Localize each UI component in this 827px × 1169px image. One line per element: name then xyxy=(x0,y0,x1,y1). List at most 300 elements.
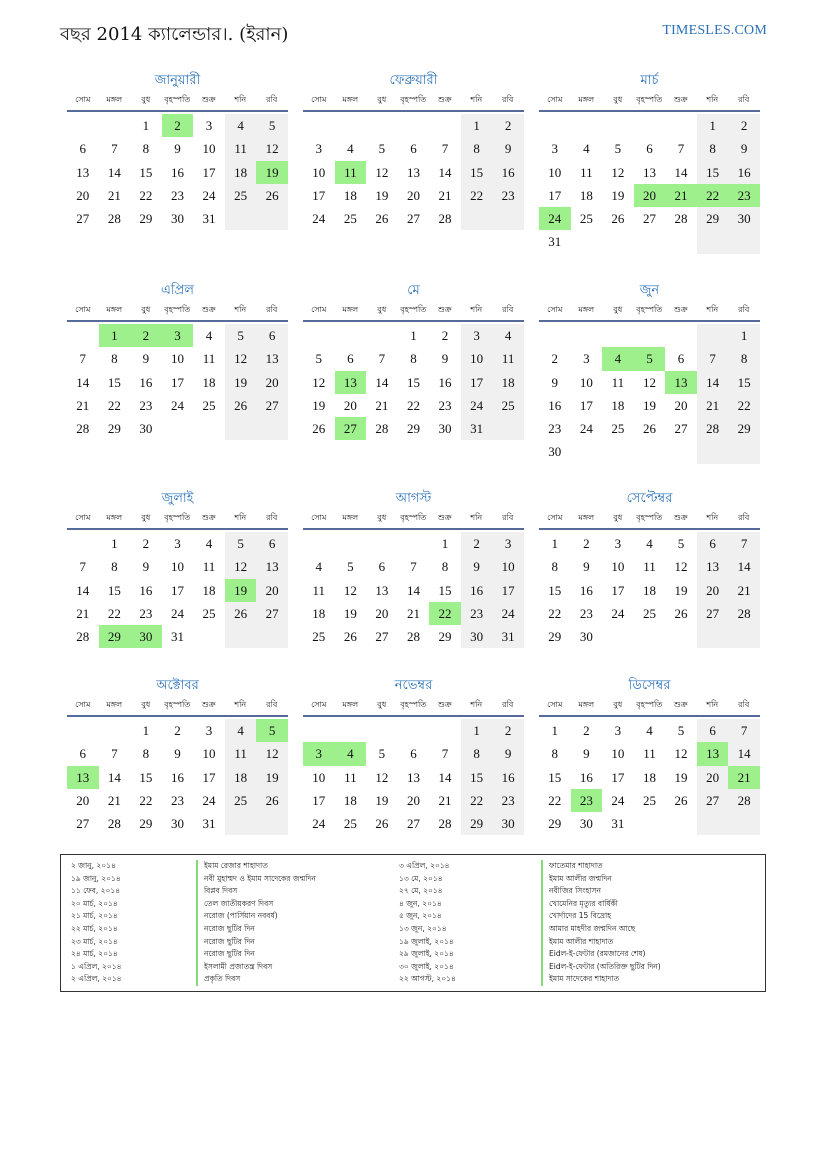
holiday-day-cell: 13 xyxy=(697,742,729,765)
day-cell: 7 xyxy=(79,559,87,575)
month-block xyxy=(303,70,524,230)
weekday-label: সোম xyxy=(547,513,563,522)
weekday-label: রবি xyxy=(738,700,750,709)
empty-cell xyxy=(665,625,697,648)
day-cell: 11 xyxy=(643,746,656,762)
weekday-label: বুধ xyxy=(377,95,387,104)
day-cell: 10 xyxy=(611,559,625,575)
day-cell: 21 xyxy=(76,397,90,413)
day-cell: 22 xyxy=(548,605,562,621)
holiday-names-column-1 xyxy=(196,860,316,986)
day-grid xyxy=(67,532,288,648)
day-cell: 21 xyxy=(728,579,760,602)
day-cell: 24 xyxy=(202,187,216,203)
holiday-name: আমার মাহদীর জন্মদিন আছে xyxy=(541,923,661,936)
day-cell: 20 xyxy=(375,605,389,621)
day-cell: 6 xyxy=(347,351,354,367)
day-cell: 12 xyxy=(611,164,625,180)
weekday-label: শনি xyxy=(234,95,247,104)
month-name: জুলাই xyxy=(161,491,194,506)
day-cell: 16 xyxy=(548,397,562,413)
day-cell: 14 xyxy=(728,555,760,578)
day-cell: 6 xyxy=(256,324,288,347)
empty-cell xyxy=(162,417,194,440)
day-cell: 23 xyxy=(492,184,524,207)
holiday-names-column-2 xyxy=(541,860,661,986)
day-cell: 11 xyxy=(643,559,656,575)
holiday-date: ১৩ জুন, ২০১৪ xyxy=(399,923,447,933)
empty-cell xyxy=(335,532,367,555)
day-cell: 24 xyxy=(492,602,524,625)
day-cell: 25 xyxy=(202,397,216,413)
empty-cell xyxy=(303,114,335,137)
day-cell: 8 xyxy=(111,559,118,575)
day-cell: 26 xyxy=(611,211,625,227)
day-cell: 15 xyxy=(438,582,452,598)
empty-cell xyxy=(492,207,524,230)
day-cell: 2 xyxy=(441,328,449,343)
weekday-label: মঙ্গল xyxy=(578,305,595,314)
day-cell: 2 xyxy=(492,719,524,742)
day-cell: 13 xyxy=(406,164,420,180)
month-block xyxy=(67,675,288,835)
day-cell: 26 xyxy=(256,184,288,207)
weekday-label: মঙ্গল xyxy=(578,513,595,522)
day-cell: 17 xyxy=(202,164,216,180)
day-cell: 12 xyxy=(256,742,288,765)
day-cell: 11 xyxy=(611,374,625,390)
day-cell: 17 xyxy=(170,374,184,390)
holiday-day-cell: 3 xyxy=(303,742,335,765)
empty-cell xyxy=(303,719,335,742)
day-cell: 21 xyxy=(406,605,420,621)
holiday-name: নবী মুহাম্মদ ও ইমাম সাদেকের জন্মদিন xyxy=(196,873,316,886)
day-cell: 18 xyxy=(492,371,524,394)
empty-cell xyxy=(398,114,430,137)
holiday-name: নরোজ ছুটির দিন xyxy=(196,936,316,949)
day-cell: 31 xyxy=(611,816,625,832)
day-cell: 26 xyxy=(642,421,656,437)
holiday-name: নরোজ (পার্সিয়ান নববর্ষ) xyxy=(196,910,316,923)
holiday-day-cell: 22 xyxy=(429,602,461,625)
day-cell: 1 xyxy=(461,719,493,742)
header-rule xyxy=(67,320,288,322)
day-cell: 4 xyxy=(492,324,524,347)
day-cell: 27 xyxy=(256,394,288,417)
header-rule xyxy=(67,110,288,112)
holiday-day-cell: 4 xyxy=(335,742,367,765)
day-cell: 10 xyxy=(312,769,326,785)
weekday-label: শুক্র xyxy=(201,305,216,314)
day-cell: 8 xyxy=(697,137,729,160)
day-cell: 16 xyxy=(492,766,524,789)
weekday-label: শুক্র xyxy=(437,513,452,522)
day-cell: 17 xyxy=(312,187,326,203)
day-cell: 26 xyxy=(375,816,389,832)
empty-cell xyxy=(728,812,760,835)
holiday-day-cell: 21 xyxy=(728,766,760,789)
day-cell: 30 xyxy=(492,812,524,835)
day-cell: 14 xyxy=(375,374,389,390)
weekday-label: বৃহস্পতি xyxy=(400,95,427,104)
empty-cell xyxy=(539,324,571,347)
weekday-label: রবি xyxy=(266,513,278,522)
holiday-date: ১৯ জুলাই, ২০১৪ xyxy=(399,936,454,946)
weekday-label: শুক্র xyxy=(437,700,452,709)
day-cell: 3 xyxy=(315,141,323,157)
day-cell: 3 xyxy=(614,536,622,551)
day-cell: 6 xyxy=(79,746,87,762)
empty-cell xyxy=(665,230,697,253)
holiday-name: ইমাম আলীর জন্মদিন xyxy=(541,873,661,886)
day-cell: 5 xyxy=(677,723,685,738)
day-cell: 6 xyxy=(646,141,653,157)
day-cell: 18 xyxy=(642,769,656,785)
holiday-day-cell: 23 xyxy=(728,184,760,207)
day-cell: 9 xyxy=(174,141,181,157)
day-cell: 2 xyxy=(174,723,181,738)
day-cell: 10 xyxy=(312,164,326,180)
day-cell: 9 xyxy=(492,137,524,160)
day-cell: 23 xyxy=(170,187,184,203)
day-cell: 27 xyxy=(256,602,288,625)
day-cell: 29 xyxy=(107,421,121,437)
day-cell: 19 xyxy=(375,792,389,808)
day-cell: 17 xyxy=(170,582,184,598)
day-cell: 29 xyxy=(548,629,562,645)
weekday-label: মঙ্গল xyxy=(106,95,123,104)
day-cell: 19 xyxy=(256,766,288,789)
empty-cell xyxy=(665,324,697,347)
holiday-date: ২০ মার্চ, ২০১৪ xyxy=(71,898,118,908)
day-cell: 5 xyxy=(677,536,685,551)
header-rule xyxy=(303,320,524,322)
day-cell: 5 xyxy=(614,141,622,157)
holiday-day-cell: 21 xyxy=(665,184,697,207)
day-cell: 10 xyxy=(611,746,625,762)
weekday-label: বুধ xyxy=(141,700,151,709)
weekday-label: শনি xyxy=(706,513,719,522)
day-cell: 5 xyxy=(225,324,257,347)
empty-cell xyxy=(539,114,571,137)
day-cell: 1 xyxy=(111,536,118,551)
day-cell: 26 xyxy=(225,394,257,417)
empty-cell xyxy=(303,324,335,347)
day-cell: 15 xyxy=(461,161,493,184)
day-cell: 28 xyxy=(107,816,121,832)
weekday-label: মঙ্গল xyxy=(106,513,123,522)
weekday-label: রবি xyxy=(738,513,750,522)
day-cell: 22 xyxy=(461,184,493,207)
day-cell: 8 xyxy=(728,347,760,370)
weekday-label: মঙ্গল xyxy=(342,305,359,314)
month-name: সেপ্টেম্বর xyxy=(626,491,673,506)
day-cell: 2 xyxy=(492,114,524,137)
day-cell: 2 xyxy=(142,536,150,551)
holiday-date: ১ এপ্রিল, ২০১৪ xyxy=(71,961,122,971)
day-cell: 14 xyxy=(438,164,452,180)
day-cell: 18 xyxy=(202,582,216,598)
weekday-label: শনি xyxy=(470,513,483,522)
day-cell: 17 xyxy=(202,769,216,785)
empty-cell xyxy=(193,625,225,648)
day-cell: 11 xyxy=(344,769,357,785)
empty-cell xyxy=(67,324,99,347)
day-cell: 9 xyxy=(142,351,150,367)
empty-cell xyxy=(366,719,398,742)
day-cell: 1 xyxy=(551,723,559,738)
day-cell: 29 xyxy=(697,207,729,230)
weekday-label: বৃহস্পতি xyxy=(164,95,191,104)
day-cell: 18 xyxy=(312,605,326,621)
day-cell: 23 xyxy=(461,602,493,625)
day-cell: 5 xyxy=(347,559,354,575)
day-cell: 4 xyxy=(315,559,323,575)
empty-cell xyxy=(697,625,729,648)
day-cell: 10 xyxy=(170,559,184,575)
day-cell: 18 xyxy=(202,374,216,390)
month-block xyxy=(303,675,524,835)
empty-cell xyxy=(225,417,257,440)
holiday-name: প্রকৃতি দিবস xyxy=(196,973,316,986)
day-cell: 15 xyxy=(107,374,121,390)
holiday-day-cell: 29 xyxy=(99,625,131,648)
empty-cell xyxy=(398,719,430,742)
holiday-date: ২ জানু, ২০১৪ xyxy=(71,861,116,870)
weekday-label: রবি xyxy=(738,95,750,104)
weekday-header xyxy=(67,302,288,318)
day-cell: 18 xyxy=(343,792,357,808)
holiday-day-cell: 13 xyxy=(67,766,99,789)
day-cell: 18 xyxy=(225,161,257,184)
day-cell: 6 xyxy=(256,532,288,555)
day-cell: 12 xyxy=(225,555,257,578)
day-cell: 14 xyxy=(76,582,90,598)
day-cell: 22 xyxy=(139,187,153,203)
day-cell: 23 xyxy=(139,397,153,413)
day-cell: 30 xyxy=(438,421,452,437)
weekday-label: সোম xyxy=(547,305,563,314)
day-cell: 9 xyxy=(492,742,524,765)
weekday-label: বুধ xyxy=(613,700,623,709)
day-cell: 9 xyxy=(174,746,181,762)
empty-cell xyxy=(366,532,398,555)
day-cell: 30 xyxy=(728,207,760,230)
month-name: এপ্রিল xyxy=(161,283,194,298)
day-cell: 6 xyxy=(79,141,87,157)
day-cell: 21 xyxy=(76,605,90,621)
day-cell: 1 xyxy=(461,114,493,137)
holiday-name: Eidল-ই-ফেটার (রমজানের শেষ) xyxy=(541,948,661,961)
day-cell: 3 xyxy=(614,723,622,738)
weekday-label: সোম xyxy=(311,700,327,709)
day-cell: 6 xyxy=(378,559,386,575)
day-cell: 5 xyxy=(378,141,386,157)
empty-cell xyxy=(665,812,697,835)
day-cell: 29 xyxy=(548,816,562,832)
weekday-label: মঙ্গল xyxy=(578,700,595,709)
day-cell: 18 xyxy=(225,766,257,789)
weekday-label: রবি xyxy=(502,513,514,522)
day-cell: 1 xyxy=(441,536,449,551)
weekday-label: রবি xyxy=(502,95,514,104)
day-cell: 15 xyxy=(728,371,760,394)
day-cell: 16 xyxy=(438,374,452,390)
day-cell: 27 xyxy=(76,816,90,832)
empty-cell xyxy=(697,324,729,347)
weekday-label: বুধ xyxy=(613,305,623,314)
day-cell: 3 xyxy=(551,141,559,157)
day-cell: 23 xyxy=(492,789,524,812)
day-cell: 2 xyxy=(583,723,590,738)
day-grid xyxy=(303,532,524,648)
day-cell: 17 xyxy=(461,371,493,394)
day-cell: 16 xyxy=(139,374,153,390)
empty-cell xyxy=(256,812,288,835)
day-cell: 25 xyxy=(202,605,216,621)
weekday-label: বৃহস্পতি xyxy=(636,305,663,314)
empty-cell xyxy=(634,625,666,648)
empty-cell xyxy=(571,230,603,253)
day-cell: 27 xyxy=(674,421,688,437)
month-name: অক্টোবর xyxy=(156,678,199,693)
holiday-day-cell: 2 xyxy=(130,324,162,347)
empty-cell xyxy=(634,324,666,347)
day-cell: 20 xyxy=(697,766,729,789)
day-cell: 18 xyxy=(611,397,625,413)
day-cell: 27 xyxy=(697,789,729,812)
site-brand-link[interactable]: TIMESLES.COM xyxy=(662,23,767,38)
day-cell: 27 xyxy=(375,629,389,645)
day-cell: 30 xyxy=(170,816,184,832)
empty-cell xyxy=(335,719,367,742)
day-cell: 14 xyxy=(674,164,688,180)
day-cell: 22 xyxy=(107,605,121,621)
day-cell: 27 xyxy=(76,211,90,227)
day-cell: 15 xyxy=(406,374,420,390)
holiday-day-cell: 11 xyxy=(335,161,367,184)
header-rule xyxy=(303,110,524,112)
day-cell: 25 xyxy=(492,394,524,417)
day-cell: 31 xyxy=(461,417,493,440)
day-cell: 26 xyxy=(256,789,288,812)
day-cell: 25 xyxy=(225,184,257,207)
day-cell: 27 xyxy=(697,602,729,625)
day-cell: 7 xyxy=(410,559,417,575)
holiday-date: ১৩ মে, ২০১৪ xyxy=(399,873,443,883)
holiday-date: ১৯ জানু, ২০১৪ xyxy=(71,873,121,883)
weekday-label: বৃহস্পতি xyxy=(164,305,191,314)
day-cell: 26 xyxy=(674,792,688,808)
empty-cell xyxy=(697,812,729,835)
weekday-label: সোম xyxy=(75,95,91,104)
holiday-day-cell: 13 xyxy=(665,371,697,394)
day-cell: 1 xyxy=(728,324,760,347)
day-cell: 9 xyxy=(142,559,150,575)
day-grid xyxy=(67,114,288,230)
weekday-label: সোম xyxy=(547,700,563,709)
weekday-label: শনি xyxy=(706,95,719,104)
day-cell: 13 xyxy=(256,555,288,578)
holiday-name: খোমেনির মৃত্যুর বার্ষিকী xyxy=(541,898,661,911)
month-block xyxy=(303,280,524,440)
day-cell: 10 xyxy=(170,351,184,367)
day-cell: 26 xyxy=(225,602,257,625)
day-cell: 28 xyxy=(438,816,452,832)
holiday-date: ২২ মার্চ, ২০১৪ xyxy=(71,923,118,933)
day-cell: 19 xyxy=(674,582,688,598)
day-cell: 16 xyxy=(492,161,524,184)
empty-cell xyxy=(225,812,257,835)
day-grid xyxy=(539,114,760,254)
day-cell: 13 xyxy=(697,555,729,578)
day-cell: 9 xyxy=(583,559,590,575)
empty-cell xyxy=(728,625,760,648)
empty-cell xyxy=(697,440,729,463)
header-rule xyxy=(539,110,760,112)
day-cell: 24 xyxy=(461,394,493,417)
month-name: আগস্ট xyxy=(395,491,432,506)
day-cell: 15 xyxy=(548,769,562,785)
day-cell: 28 xyxy=(375,421,389,437)
day-grid xyxy=(67,719,288,835)
holiday-name: বিপ্লব দিবস xyxy=(196,885,316,898)
empty-cell xyxy=(99,114,131,137)
empty-cell xyxy=(602,114,634,137)
day-cell: 21 xyxy=(375,397,389,413)
weekday-label: রবি xyxy=(266,305,278,314)
day-cell: 23 xyxy=(548,421,562,437)
day-cell: 25 xyxy=(225,789,257,812)
day-cell: 15 xyxy=(697,161,729,184)
day-cell: 12 xyxy=(312,374,326,390)
day-cell: 7 xyxy=(111,141,118,157)
day-cell: 20 xyxy=(674,397,688,413)
day-cell: 28 xyxy=(406,629,420,645)
day-cell: 6 xyxy=(677,351,685,367)
day-cell: 21 xyxy=(438,187,452,203)
day-cell: 10 xyxy=(202,141,216,157)
day-cell: 3 xyxy=(205,118,213,133)
empty-cell xyxy=(225,207,257,230)
holiday-dates-column-2 xyxy=(399,860,456,986)
month-name: জুন xyxy=(639,283,660,298)
weekday-label: শনি xyxy=(234,305,247,314)
weekday-label: বৃহস্পতি xyxy=(164,513,191,522)
weekday-label: শুক্র xyxy=(201,95,216,104)
weekday-label: বুধ xyxy=(377,513,387,522)
weekday-label: শনি xyxy=(234,700,247,709)
weekday-label: সোম xyxy=(311,305,327,314)
day-cell: 10 xyxy=(202,746,216,762)
weekday-label: বুধ xyxy=(613,513,623,522)
day-grid xyxy=(539,532,760,648)
empty-cell xyxy=(335,324,367,347)
day-cell: 22 xyxy=(139,792,153,808)
header-rule xyxy=(539,320,760,322)
day-grid xyxy=(303,324,524,440)
empty-cell xyxy=(634,114,666,137)
holiday-day-cell: 20 xyxy=(634,184,666,207)
weekday-header xyxy=(539,510,760,526)
day-cell: 2 xyxy=(461,532,493,555)
weekday-label: সোম xyxy=(75,700,91,709)
day-cell: 1 xyxy=(551,536,559,551)
day-cell: 24 xyxy=(312,816,326,832)
day-cell: 12 xyxy=(375,164,389,180)
day-cell: 7 xyxy=(378,351,386,367)
day-cell: 20 xyxy=(697,579,729,602)
